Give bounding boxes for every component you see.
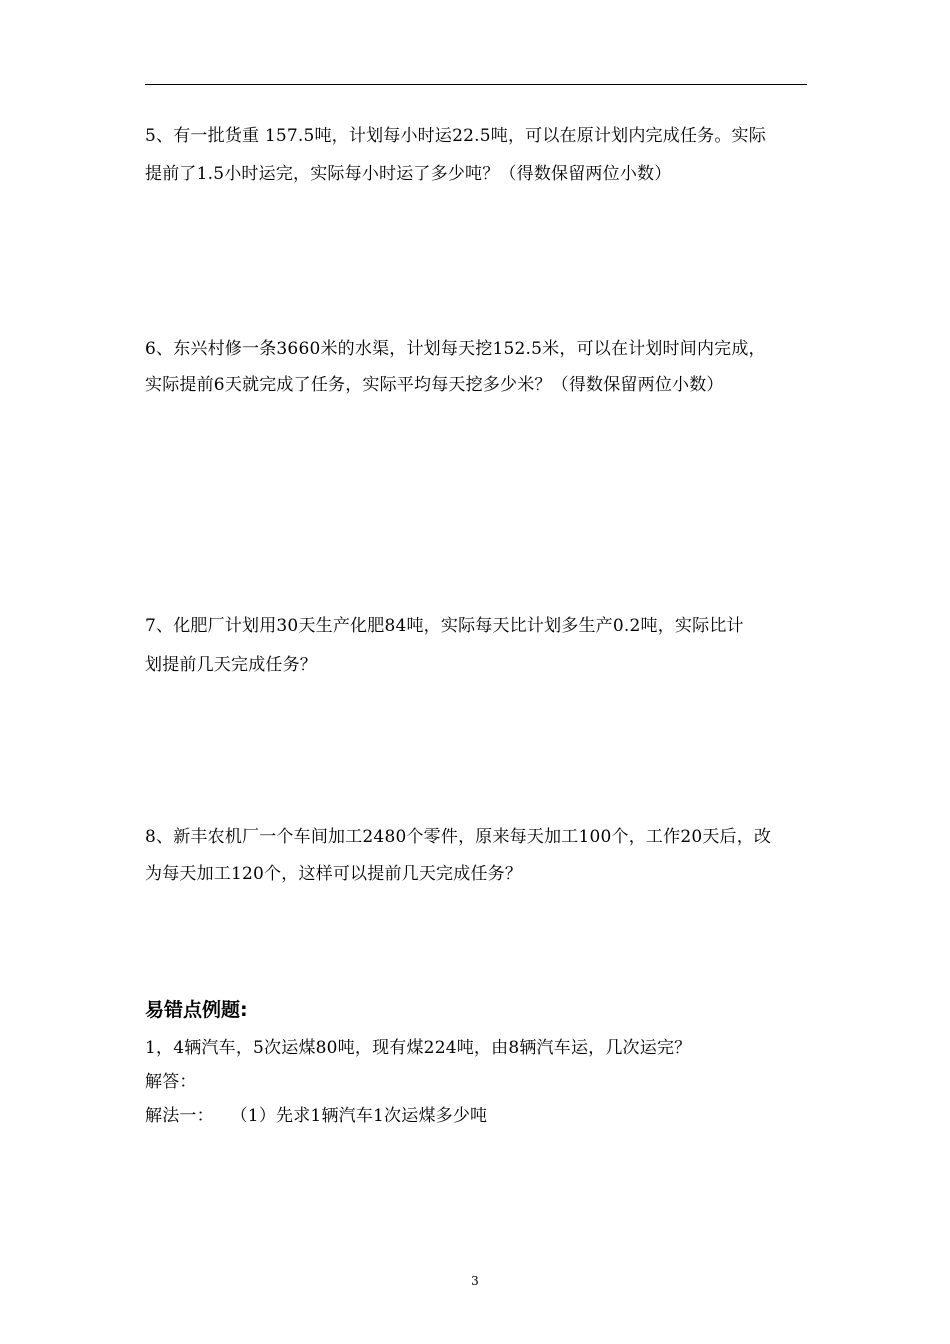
example-question: 1，4辆汽车，5次运煤80吨，现有煤224吨，由8辆汽车运，几次运完？ [145, 1038, 692, 1058]
section-title: 易错点例题: [145, 999, 248, 1021]
problem-5-line-1: 5、有一批货重 157.5吨，计划每小时运22.5吨，可以在原计划内完成任务。实际 [145, 126, 766, 146]
problem-5-line-2: 提前了1.5小时运完，实际每小时运了多少吨？（得数保留两位小数） [145, 164, 672, 184]
method-one-line: 解法一： （1）先求1辆汽车1次运煤多少吨 [145, 1106, 488, 1126]
problem-6-line-2: 实际提前6天就完成了任务，实际平均每天挖多少米？（得数保留两位小数） [145, 375, 724, 395]
page-number: 3 [471, 1274, 479, 1288]
problem-6-line-1: 6、东兴村修一条3660米的水渠，计划每天挖152.5米，可以在计划时间内完成， [145, 339, 766, 359]
problem-7-line-2: 划提前几天完成任务？ [145, 655, 317, 675]
header-rule [145, 84, 807, 85]
problem-8-line-1: 8、新丰农机厂一个车间加工2480个零件，原来每天加工100个，工作20天后，改 [145, 827, 772, 847]
answer-label: 解答： [145, 1072, 197, 1092]
problem-8-line-2: 为每天加工120个，这样可以提前几天完成任务？ [145, 864, 523, 884]
problem-7-line-1: 7、化肥厂计划用30天生产化肥84吨，实际每天比计划多生产0.2吨，实际比计 [145, 616, 744, 636]
